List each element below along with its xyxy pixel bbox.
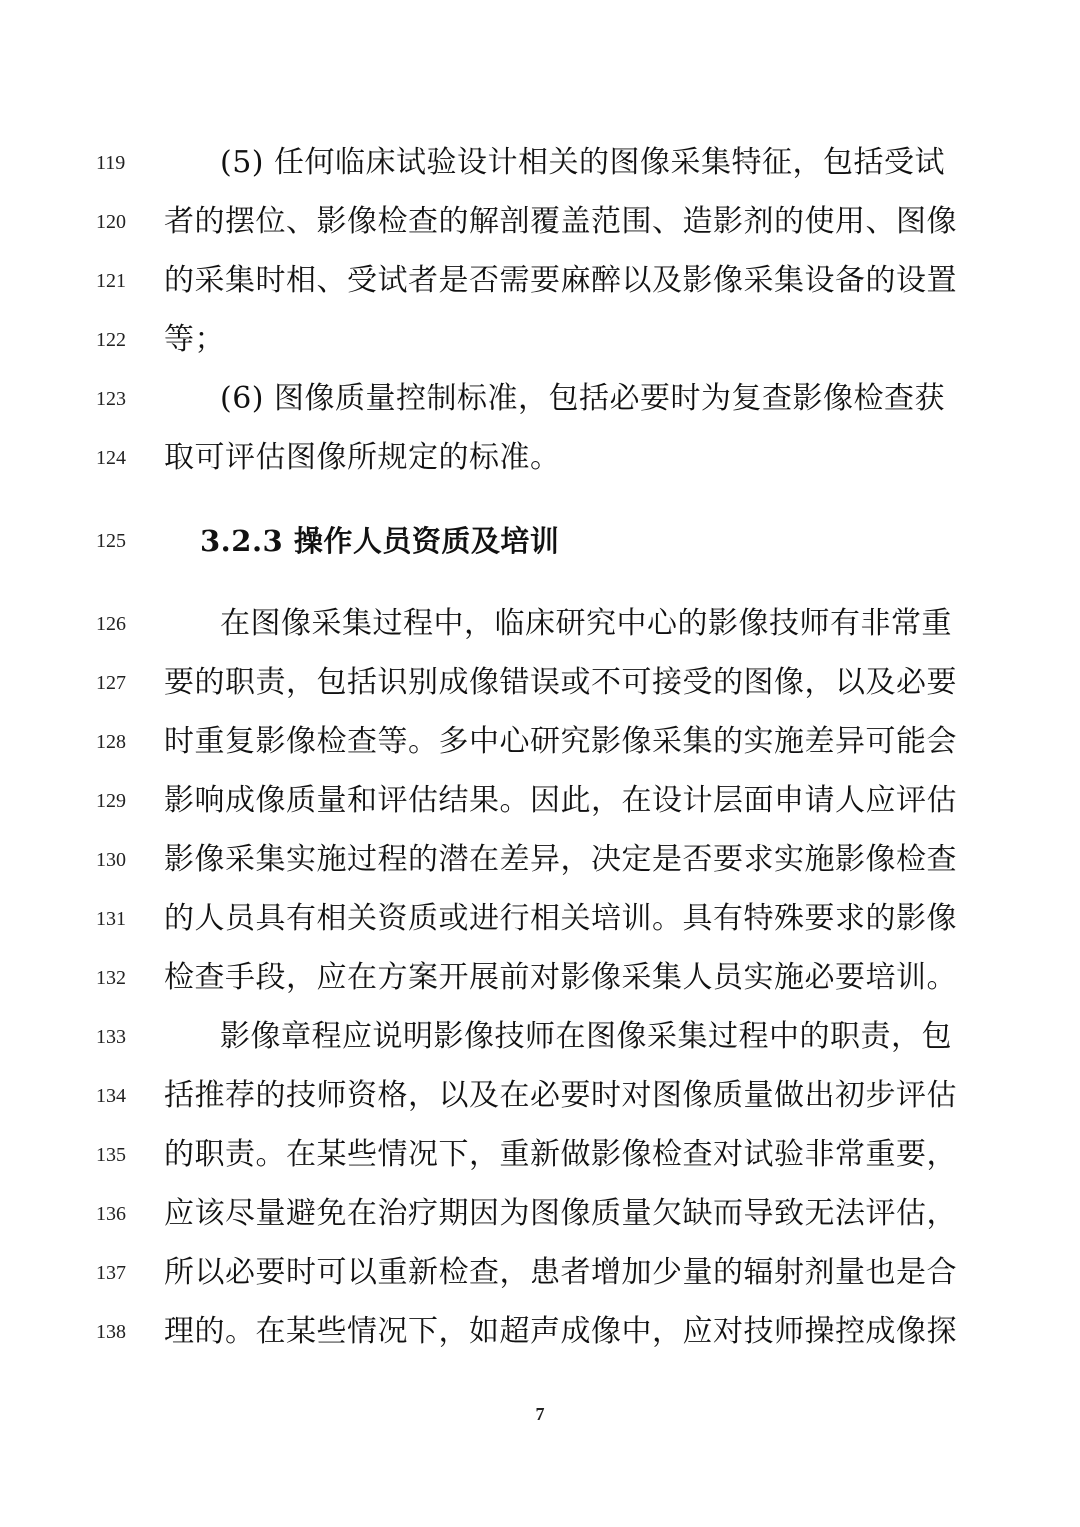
line-text: 取可评估图像所规定的标准。 xyxy=(164,440,561,475)
text-line xyxy=(0,948,1080,1008)
line-number: 122 xyxy=(96,329,126,351)
line-number: 126 xyxy=(96,613,126,635)
text-line xyxy=(0,133,1080,193)
line-text: 影像章程应说明影像技师在图像采集过程中的职责，包 xyxy=(220,1019,952,1054)
text-line xyxy=(0,1007,1080,1067)
line-number: 130 xyxy=(96,849,126,871)
line-text: 影响成像质量和评估结果。因此，在设计层面申请人应评估 xyxy=(164,783,957,818)
line-number: 136 xyxy=(96,1203,126,1225)
text-line xyxy=(0,712,1080,772)
line-number: 121 xyxy=(96,270,126,292)
text-line xyxy=(0,1125,1080,1185)
text-line xyxy=(0,1066,1080,1126)
text-line xyxy=(0,1184,1080,1244)
line-text: 所以必要时可以重新检查，患者增加少量的辐射剂量也是合 xyxy=(164,1255,957,1290)
text-line xyxy=(0,310,1080,370)
line-number: 129 xyxy=(96,790,126,812)
line-number: 138 xyxy=(96,1321,126,1343)
text-line xyxy=(0,771,1080,831)
line-text: 的采集时相、受试者是否需要麻醉以及影像采集设备的设置 xyxy=(164,263,957,298)
line-number: 133 xyxy=(96,1026,126,1048)
page-number: 7 xyxy=(535,1404,545,1424)
text-line xyxy=(0,192,1080,252)
text-line xyxy=(0,369,1080,429)
text-line xyxy=(0,830,1080,890)
line-text: 理的。在某些情况下，如超声成像中，应对技师操控成像探 xyxy=(164,1314,957,1349)
line-number: 124 xyxy=(96,447,126,469)
line-number: 132 xyxy=(96,967,126,989)
line-text: 者的摆位、影像检查的解剖覆盖范围、造影剂的使用、图像 xyxy=(164,204,957,239)
section-heading-line xyxy=(0,511,1080,571)
line-text: 等； xyxy=(164,322,225,357)
line-number: 128 xyxy=(96,731,126,753)
text-line xyxy=(0,653,1080,713)
line-number: 127 xyxy=(96,672,126,694)
line-number: 123 xyxy=(96,388,126,410)
line-text: 影像采集实施过程的潜在差异，决定是否要求实施影像检查 xyxy=(164,842,957,877)
text-line xyxy=(0,428,1080,488)
line-text: 应该尽量避免在治疗期因为图像质量欠缺而导致无法评估， xyxy=(164,1196,957,1231)
line-text: 括推荐的技师资格，以及在必要时对图像质量做出初步评估 xyxy=(164,1078,957,1113)
line-number: 120 xyxy=(96,211,126,233)
line-number: 137 xyxy=(96,1262,126,1284)
line-text: 检查手段，应在方案开展前对影像采集人员实施必要培训。 xyxy=(164,960,957,995)
line-number: 131 xyxy=(96,908,126,930)
line-number: 135 xyxy=(96,1144,126,1166)
line-text: (6) 图像质量控制标准，包括必要时为复查影像检查获 xyxy=(220,381,946,416)
section-heading: 3.2.3 操作人员资质及培训 xyxy=(200,524,560,558)
line-number: 125 xyxy=(96,530,126,552)
text-line xyxy=(0,594,1080,654)
text-line xyxy=(0,1243,1080,1303)
line-number: 134 xyxy=(96,1085,126,1107)
text-line xyxy=(0,251,1080,311)
line-text: (5) 任何临床试验设计相关的图像采集特征，包括受试 xyxy=(220,145,946,180)
text-line xyxy=(0,1302,1080,1362)
line-number: 119 xyxy=(96,152,126,174)
line-text: 要的职责，包括识别成像错误或不可接受的图像，以及必要 xyxy=(164,665,957,700)
line-text: 的职责。在某些情况下，重新做影像检查对试验非常重要， xyxy=(164,1137,957,1172)
text-line xyxy=(0,889,1080,949)
line-text: 在图像采集过程中，临床研究中心的影像技师有非常重 xyxy=(220,606,952,641)
line-text: 时重复影像检查等。多中心研究影像采集的实施差异可能会 xyxy=(164,724,957,759)
line-text: 的人员具有相关资质或进行相关培训。具有特殊要求的影像 xyxy=(164,901,957,936)
